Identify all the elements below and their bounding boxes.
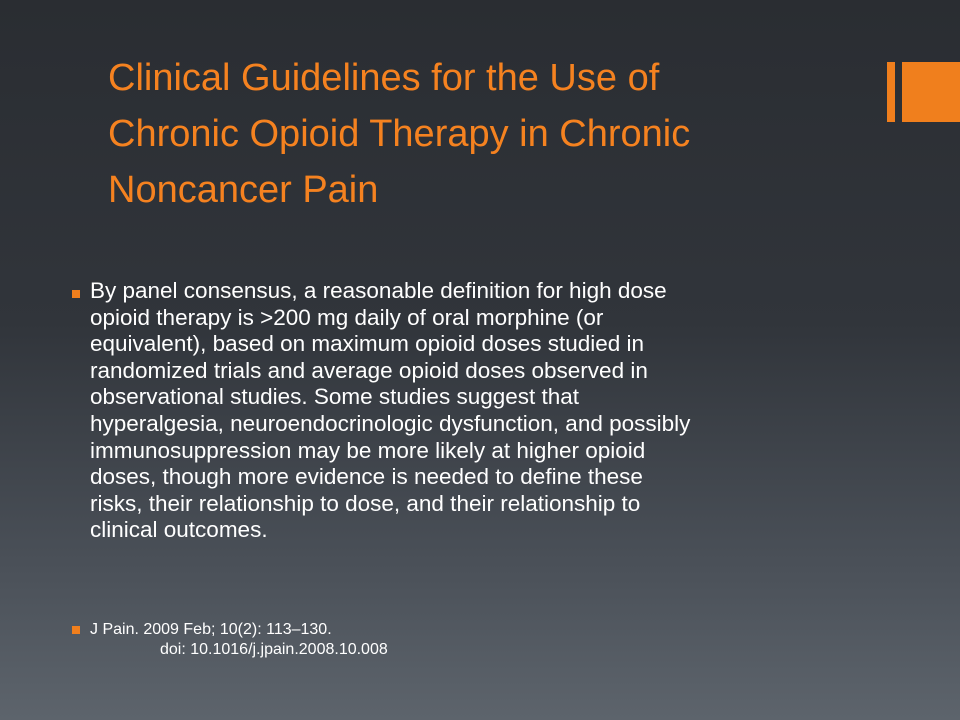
bullet-consensus	[72, 278, 862, 544]
accent-bar-thin	[887, 62, 895, 122]
title-line: Clinical Guidelines for the Use of	[108, 57, 660, 99]
accent-bar-thick	[902, 62, 960, 122]
title-line: Noncancer Pain	[108, 169, 379, 211]
text-line: opioid therapy is >200 mg daily of oral morphine (or	[90, 304, 604, 330]
text-line: equivalent), based on maximum opioid doses studied in	[90, 331, 645, 357]
text-line: doses, though more evidence is needed to define these	[90, 464, 643, 490]
bullet-square-icon	[72, 626, 80, 634]
text-line: immunosuppression may be more likely at higher opioid	[90, 437, 646, 463]
bullet-consensus-text	[90, 278, 690, 544]
doi-line: doi: 10.1016/j.jpain.2008.10.008	[160, 641, 388, 658]
text-line: risks, their relationship to dose, and their relationship to	[90, 490, 641, 516]
citation-line: J Pain. 2009 Feb; 10(2): 113–130.	[90, 621, 332, 638]
bullet-reference	[72, 620, 772, 660]
slide-title	[108, 50, 868, 218]
bullet-square-icon	[72, 290, 80, 298]
text-line: By panel consensus, a reasonable definition for high dose	[90, 278, 667, 303]
reference-citation	[90, 620, 388, 660]
text-line: clinical outcomes.	[90, 517, 268, 543]
title-line: Chronic Opioid Therapy in Chronic	[108, 113, 691, 155]
text-line: hyperalgesia, neuroendocrinologic dysfunction, and possibly	[90, 410, 691, 436]
text-line: randomized trials and average opioid doses observed in	[90, 357, 648, 383]
text-line: observational studies. Some studies suggest that	[90, 384, 580, 410]
